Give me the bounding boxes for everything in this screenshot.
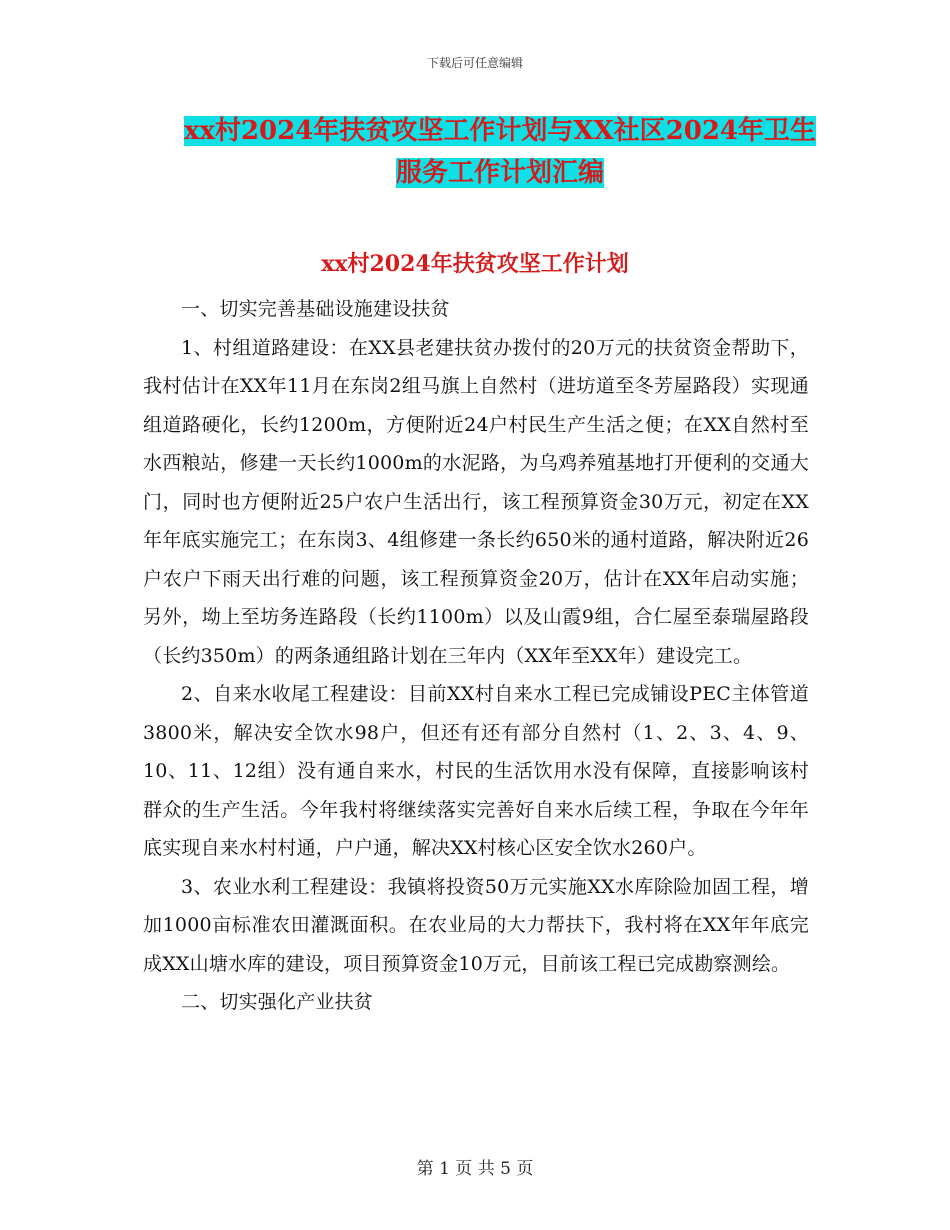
section-title: xx村2024年扶贫攻坚工作计划 xyxy=(321,251,629,277)
paragraph-heading-2: 二、切实强化产业扶贫 xyxy=(181,991,374,1013)
document-title-line2: 服务工作计划汇编 xyxy=(395,158,604,188)
paragraph-roads: 1、村组道路建设：在XX县老建扶贫办拨付的20万元的扶贫资金帮助下，我村估计在XX年11月在东岗2组马旗上自然村（进坊道至冬芳屋路段）实现通组道路硬化，长约1200m，方便附近24户村民生产生活之便；在XX自然村至水西粮站，修建一天长约1000m的水泥路，为乌鸡养殖基地打开便利的交通大门，同时也方便附近25户农户生活出行，该工程预算资金30万元，初定在XX年年底实施完工；在东岗3、4组修建一条长约650米的通村道路，解决附近26户农户下雨天出行难的问题，该工程预算资金20万，估计在XX年启动实施；另外，坳上至坊务连路段（长约1100m）以及山霞9组，合仁屋至泰瑞屋路段（长约350m）的两条通组路计划在三年内（XX年至XX年）建设完工。 xyxy=(143,336,809,667)
paragraph-irrigation: 3、农业水利工程建设：我镇将投资50万元实施XX水库除险加固工程，增加1000亩标准农田灌溉面积。在农业局的大力帮扶下，我村将在XX年年底完成XX山塘水库的建设，项目预算资金10万元，目前该工程已完成勘察测绘。 xyxy=(143,875,809,975)
body-content xyxy=(143,290,809,1022)
document-title-line1: xx村2024年扶贫攻坚工作计划与XX社区2024年卫生 xyxy=(183,116,817,146)
paragraph-water: 2、自来水收尾工程建设：目前XX村自来水工程已完成铺设PEC主体管道3800米，解决安全饮水98户，但还有还有部分自然村（1、2、3、4、9、10、11、12组）没有通自来水，村民的生活饮用水没有保障，直接影响该村群众的生产生活。今年我村将继续落实完善好自来水后续工程，争取在今年年底实现自来水村村通，户户通，解决XX村核心区安全饮水260户。 xyxy=(143,683,809,859)
page-number: 第 1 页 共 5 页 xyxy=(416,1159,534,1179)
document-title xyxy=(150,110,850,194)
header-note: 下载后可任意编辑 xyxy=(426,56,523,70)
paragraph-heading-1: 一、切实完善基础设施建设扶贫 xyxy=(181,298,450,320)
